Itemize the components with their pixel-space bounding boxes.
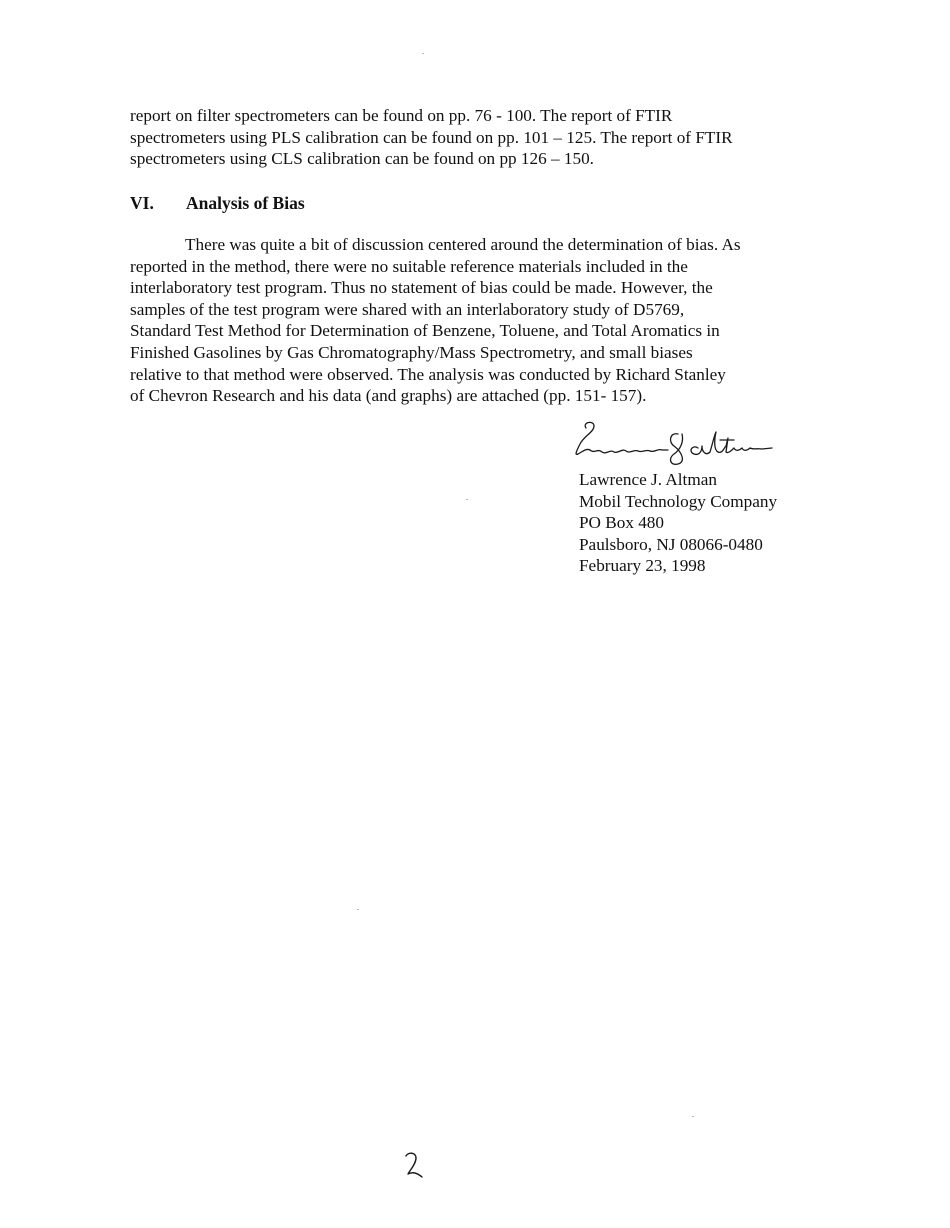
body-line: Finished Gasolines by Gas Chromatography/Mass Spectrometry, and small biases [130, 342, 693, 362]
body-line: samples of the test program were shared with an interlaboratory study of D5769, [130, 299, 685, 319]
scan-speck [422, 53, 424, 54]
signer-city: Paulsboro, NJ 08066-0480 [579, 534, 763, 554]
handwritten-signature [572, 418, 782, 470]
signature-block [579, 469, 777, 577]
intro-line: spectrometers using CLS calibration can be found on pp 126 – 150. [130, 149, 594, 169]
body-line: of Chevron Research and his data (and graphs) are attached (pp. 151- 157). [130, 386, 647, 406]
scan-speck [357, 909, 359, 910]
body-line: Standard Test Method for Determination of Benzene, Toluene, and Total Aromatics in [130, 321, 720, 341]
section-title: Analysis of Bias [186, 193, 305, 213]
body-paragraph [130, 234, 810, 407]
intro-line: report on filter spectrometers can be found on pp. 76 - 100. The report of FTIR [130, 106, 673, 125]
intro-paragraph [130, 105, 810, 170]
scan-speck [692, 1116, 694, 1117]
signer-address: PO Box 480 [579, 513, 664, 533]
handwritten-page-number [402, 1150, 426, 1180]
scan-speck [466, 499, 468, 500]
signature-date: February 23, 1998 [579, 556, 706, 576]
signer-name: Lawrence J. Altman [579, 470, 717, 489]
signer-company: Mobil Technology Company [579, 491, 778, 511]
body-line: relative to that method were observed. The analysis was conducted by Richard Stanley [130, 364, 726, 384]
body-line: interlaboratory test program. Thus no statement of bias could be made. However, the [130, 278, 713, 298]
body-line: There was quite a bit of discussion centered around the determination of bias. As [185, 235, 741, 254]
body-line: reported in the method, there were no suitable reference materials included in the [130, 256, 688, 276]
section-heading [130, 193, 305, 214]
section-number: VI. [130, 193, 154, 213]
intro-line: spectrometers using PLS calibration can be found on pp. 101 – 125. The report of FTIR [130, 127, 733, 147]
